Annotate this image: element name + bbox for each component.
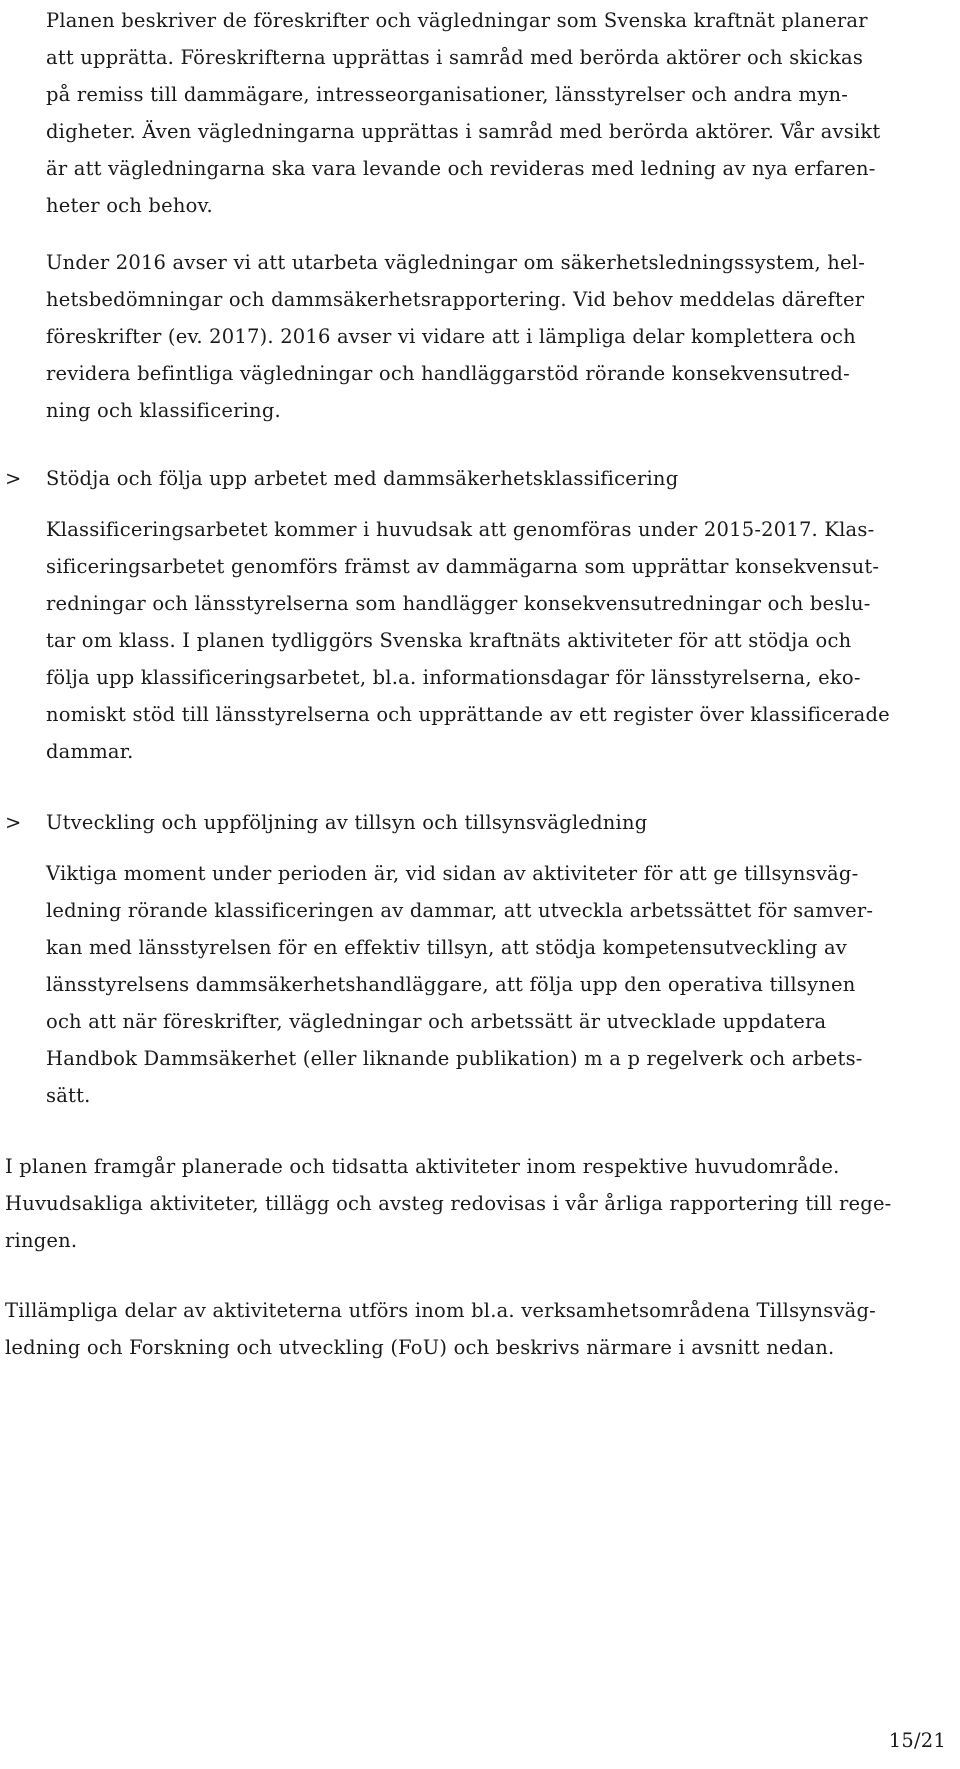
paragraph-line: är att vägledningarna ska vara levande och revideras med ledning av nya erfaren- bbox=[46, 157, 876, 180]
paragraph-line: Klassificeringsarbetet kommer i huvudsak att genomföras under 2015-2017. Klas- bbox=[46, 518, 875, 541]
paragraph-line: dammar. bbox=[46, 740, 134, 763]
paragraph-line: sificeringsarbetet genomförs främst av dammägarna som upprättar konsekvensut- bbox=[46, 555, 880, 578]
bullet-body-classification bbox=[46, 511, 936, 770]
paragraph-line: kan med länsstyrelsen för en effektiv tillsyn, att stödja kompetensutveckling av bbox=[46, 936, 848, 959]
paragraph-line: Under 2016 avser vi att utarbeta vägledningar om säkerhetsledningssystem, hel- bbox=[46, 251, 866, 274]
paragraph-line: revidera befintliga vägledningar och handläggarstöd rörande konsekvensutred- bbox=[46, 362, 850, 385]
paragraph-line: Planen beskriver de föreskrifter och vägledningar som Svenska kraftnät planerar bbox=[46, 9, 868, 32]
paragraph-line: att upprätta. Föreskrifterna upprättas i samråd med berörda aktörer och skickas bbox=[46, 46, 864, 69]
paragraph-line: länsstyrelsens dammsäkerhetshandläggare, att följa upp den operativa tillsynen bbox=[46, 973, 856, 996]
paragraph-line: nomiskt stöd till länsstyrelserna och upprättande av ett register över klassificerade bbox=[46, 703, 890, 726]
paragraph-line: på remiss till dammägare, intresseorganisationer, länsstyrelser och andra myn- bbox=[46, 83, 849, 106]
paragraph-line: och att när föreskrifter, vägledningar och arbetssätt är utvecklade uppdatera bbox=[46, 1010, 827, 1033]
paragraph-applicable-parts bbox=[5, 1292, 935, 1366]
bullet-heading-row bbox=[5, 460, 935, 497]
paragraph-line: Handbok Dammsäkerhet (eller liknande publikation) m a p regelverk och arbets- bbox=[46, 1047, 863, 1070]
paragraph-line: Tillämpliga delar av aktiviteterna utförs inom bl.a. verksamhetsområdena Tillsynsväg- bbox=[5, 1299, 876, 1322]
paragraph-line: sätt. bbox=[46, 1084, 91, 1107]
paragraph-line: digheter. Även vägledningarna upprättas i samråd med berörda aktörer. Vår avsikt bbox=[46, 120, 881, 143]
paragraph-line: föreskrifter (ev. 2017). 2016 avser vi vidare att i lämpliga delar komplettera och bbox=[46, 325, 856, 348]
paragraph-line: följa upp klassificeringsarbetet, bl.a. informationsdagar för länsstyrelserna, eko- bbox=[46, 666, 861, 689]
paragraph-plans-2016 bbox=[46, 244, 936, 429]
bullet-marker: > bbox=[5, 811, 22, 834]
bullet-heading: Stödja och följa upp arbetet med dammsäkerhetsklassificering bbox=[46, 467, 679, 490]
paragraph-line: ledning och Forskning och utveckling (FoU) och beskrivs närmare i avsnitt nedan. bbox=[5, 1336, 835, 1359]
paragraph-line: Huvudsakliga aktiviteter, tillägg och avsteg redovisas i vår årliga rapportering till rege- bbox=[5, 1192, 892, 1215]
paragraph-line: redningar och länsstyrelserna som handlägger konsekvensutredningar och beslu- bbox=[46, 592, 871, 615]
paragraph-line: hetsbedömningar och dammsäkerhetsrapportering. Vid behov meddelas därefter bbox=[46, 288, 865, 311]
paragraph-intro bbox=[46, 2, 936, 224]
bullet-heading: Utveckling och uppföljning av tillsyn och tillsynsvägledning bbox=[46, 811, 648, 834]
bullet-heading-row bbox=[5, 804, 935, 841]
paragraph-line: ringen. bbox=[5, 1229, 78, 1252]
paragraph-line: ledning rörande klassificeringen av dammar, att utveckla arbetssättet för samver- bbox=[46, 899, 874, 922]
paragraph-line: Viktiga moment under perioden är, vid sidan av aktiviteter för att ge tillsynsväg- bbox=[46, 862, 859, 885]
paragraph-line: heter och behov. bbox=[46, 194, 213, 217]
paragraph-line: tar om klass. I planen tydliggörs Svenska kraftnäts aktiviteter för att stödja och bbox=[46, 629, 852, 652]
page-number: 15/21 bbox=[888, 1729, 946, 1752]
bullet-marker: > bbox=[5, 467, 22, 490]
paragraph-line: I planen framgår planerade och tidsatta aktiviteter inom respektive huvudområde. bbox=[5, 1155, 840, 1178]
paragraph-activities bbox=[5, 1148, 935, 1259]
paragraph-line: ning och klassificering. bbox=[46, 399, 281, 422]
bullet-body-supervision bbox=[46, 855, 936, 1114]
